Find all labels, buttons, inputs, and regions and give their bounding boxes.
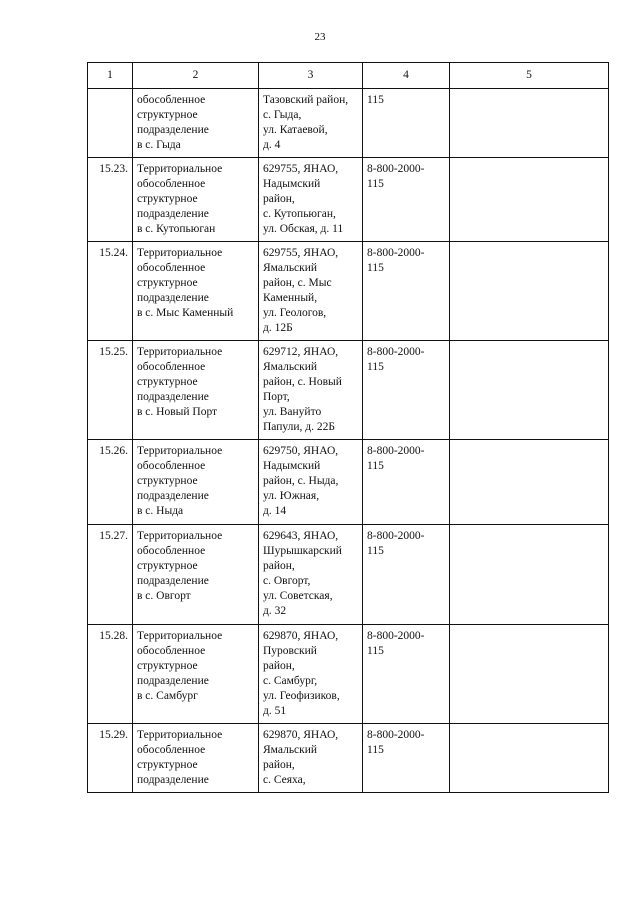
row-number-cell bbox=[88, 89, 133, 158]
page-number: 23 bbox=[314, 31, 326, 43]
table-row bbox=[88, 724, 609, 793]
phone-cell: 8-800-2000- 115 bbox=[363, 341, 450, 440]
table-row bbox=[88, 525, 609, 625]
table-row bbox=[88, 242, 609, 341]
registry-table bbox=[87, 62, 609, 793]
subdivision-name-cell: обособленное структурное подразделение в с. Гыда bbox=[133, 89, 259, 158]
table-row bbox=[88, 440, 609, 525]
address-cell: Тазовский район, с. Гыда, ул. Катаевой, д. 4 bbox=[259, 89, 363, 158]
subdivision-name-cell: Территориальное обособленное структурное подразделение в с. Новый Порт bbox=[133, 341, 259, 440]
header-cell-5: 5 bbox=[450, 63, 609, 89]
address-cell: 629870, ЯНАО, Ямальский район, с. Сеяха, bbox=[259, 724, 363, 793]
subdivision-name-cell: Территориальное обособленное структурное подразделение bbox=[133, 724, 259, 793]
table-row bbox=[88, 625, 609, 724]
phone-cell: 115 bbox=[363, 89, 450, 158]
address-cell: 629712, ЯНАО, Ямальский район, с. Новый Порт, ул. Вануйто Папули, д. 22Б bbox=[259, 341, 363, 440]
subdivision-name-cell: Территориальное обособленное структурное подразделение в с. Самбург bbox=[133, 625, 259, 724]
header-cell-1: 1 bbox=[88, 63, 133, 89]
address-cell: 629870, ЯНАО, Пуровский район, с. Самбург, ул. Геофизиков, д. 51 bbox=[259, 625, 363, 724]
note-cell bbox=[450, 158, 609, 242]
phone-cell: 8-800-2000- 115 bbox=[363, 242, 450, 341]
note-cell bbox=[450, 242, 609, 341]
header-cell-4: 4 bbox=[363, 63, 450, 89]
address-cell: 629643, ЯНАО, Шурышкарский район, с. Овгорт, ул. Советская, д. 32 bbox=[259, 525, 363, 625]
subdivision-name-cell: Территориальное обособленное структурное подразделение в с. Мыс Каменный bbox=[133, 242, 259, 341]
header-cell-3: 3 bbox=[259, 63, 363, 89]
note-cell bbox=[450, 341, 609, 440]
note-cell bbox=[450, 625, 609, 724]
row-number-cell: 15.28. bbox=[88, 625, 133, 724]
row-number-cell: 15.24. bbox=[88, 242, 133, 341]
phone-cell: 8-800-2000- 115 bbox=[363, 440, 450, 525]
table-row bbox=[88, 158, 609, 242]
phone-cell: 8-800-2000- 115 bbox=[363, 724, 450, 793]
row-number-cell: 15.23. bbox=[88, 158, 133, 242]
phone-cell: 8-800-2000- 115 bbox=[363, 625, 450, 724]
row-number-cell: 15.26. bbox=[88, 440, 133, 525]
table-row bbox=[88, 341, 609, 440]
note-cell bbox=[450, 440, 609, 525]
table-header-row bbox=[88, 63, 609, 89]
subdivision-name-cell: Территориальное обособленное структурное подразделение в с. Кутопьюган bbox=[133, 158, 259, 242]
note-cell bbox=[450, 89, 609, 158]
address-cell: 629755, ЯНАО, Ямальский район, с. Мыс Каменный, ул. Геологов, д. 12Б bbox=[259, 242, 363, 341]
phone-cell: 8-800-2000- 115 bbox=[363, 158, 450, 242]
note-cell bbox=[450, 525, 609, 625]
row-number-cell: 15.27. bbox=[88, 525, 133, 625]
row-number-cell: 15.25. bbox=[88, 341, 133, 440]
table-row bbox=[88, 89, 609, 158]
address-cell: 629755, ЯНАО, Надымский район, с. Кутопьюган, ул. Обская, д. 11 bbox=[259, 158, 363, 242]
subdivision-name-cell: Территориальное обособленное структурное подразделение в с. Овгорт bbox=[133, 525, 259, 625]
subdivision-name-cell: Территориальное обособленное структурное подразделение в с. Ныда bbox=[133, 440, 259, 525]
row-number-cell: 15.29. bbox=[88, 724, 133, 793]
note-cell bbox=[450, 724, 609, 793]
phone-cell: 8-800-2000- 115 bbox=[363, 525, 450, 625]
header-cell-2: 2 bbox=[133, 63, 259, 89]
address-cell: 629750, ЯНАО, Надымский район, с. Ныда, ул. Южная, д. 14 bbox=[259, 440, 363, 525]
